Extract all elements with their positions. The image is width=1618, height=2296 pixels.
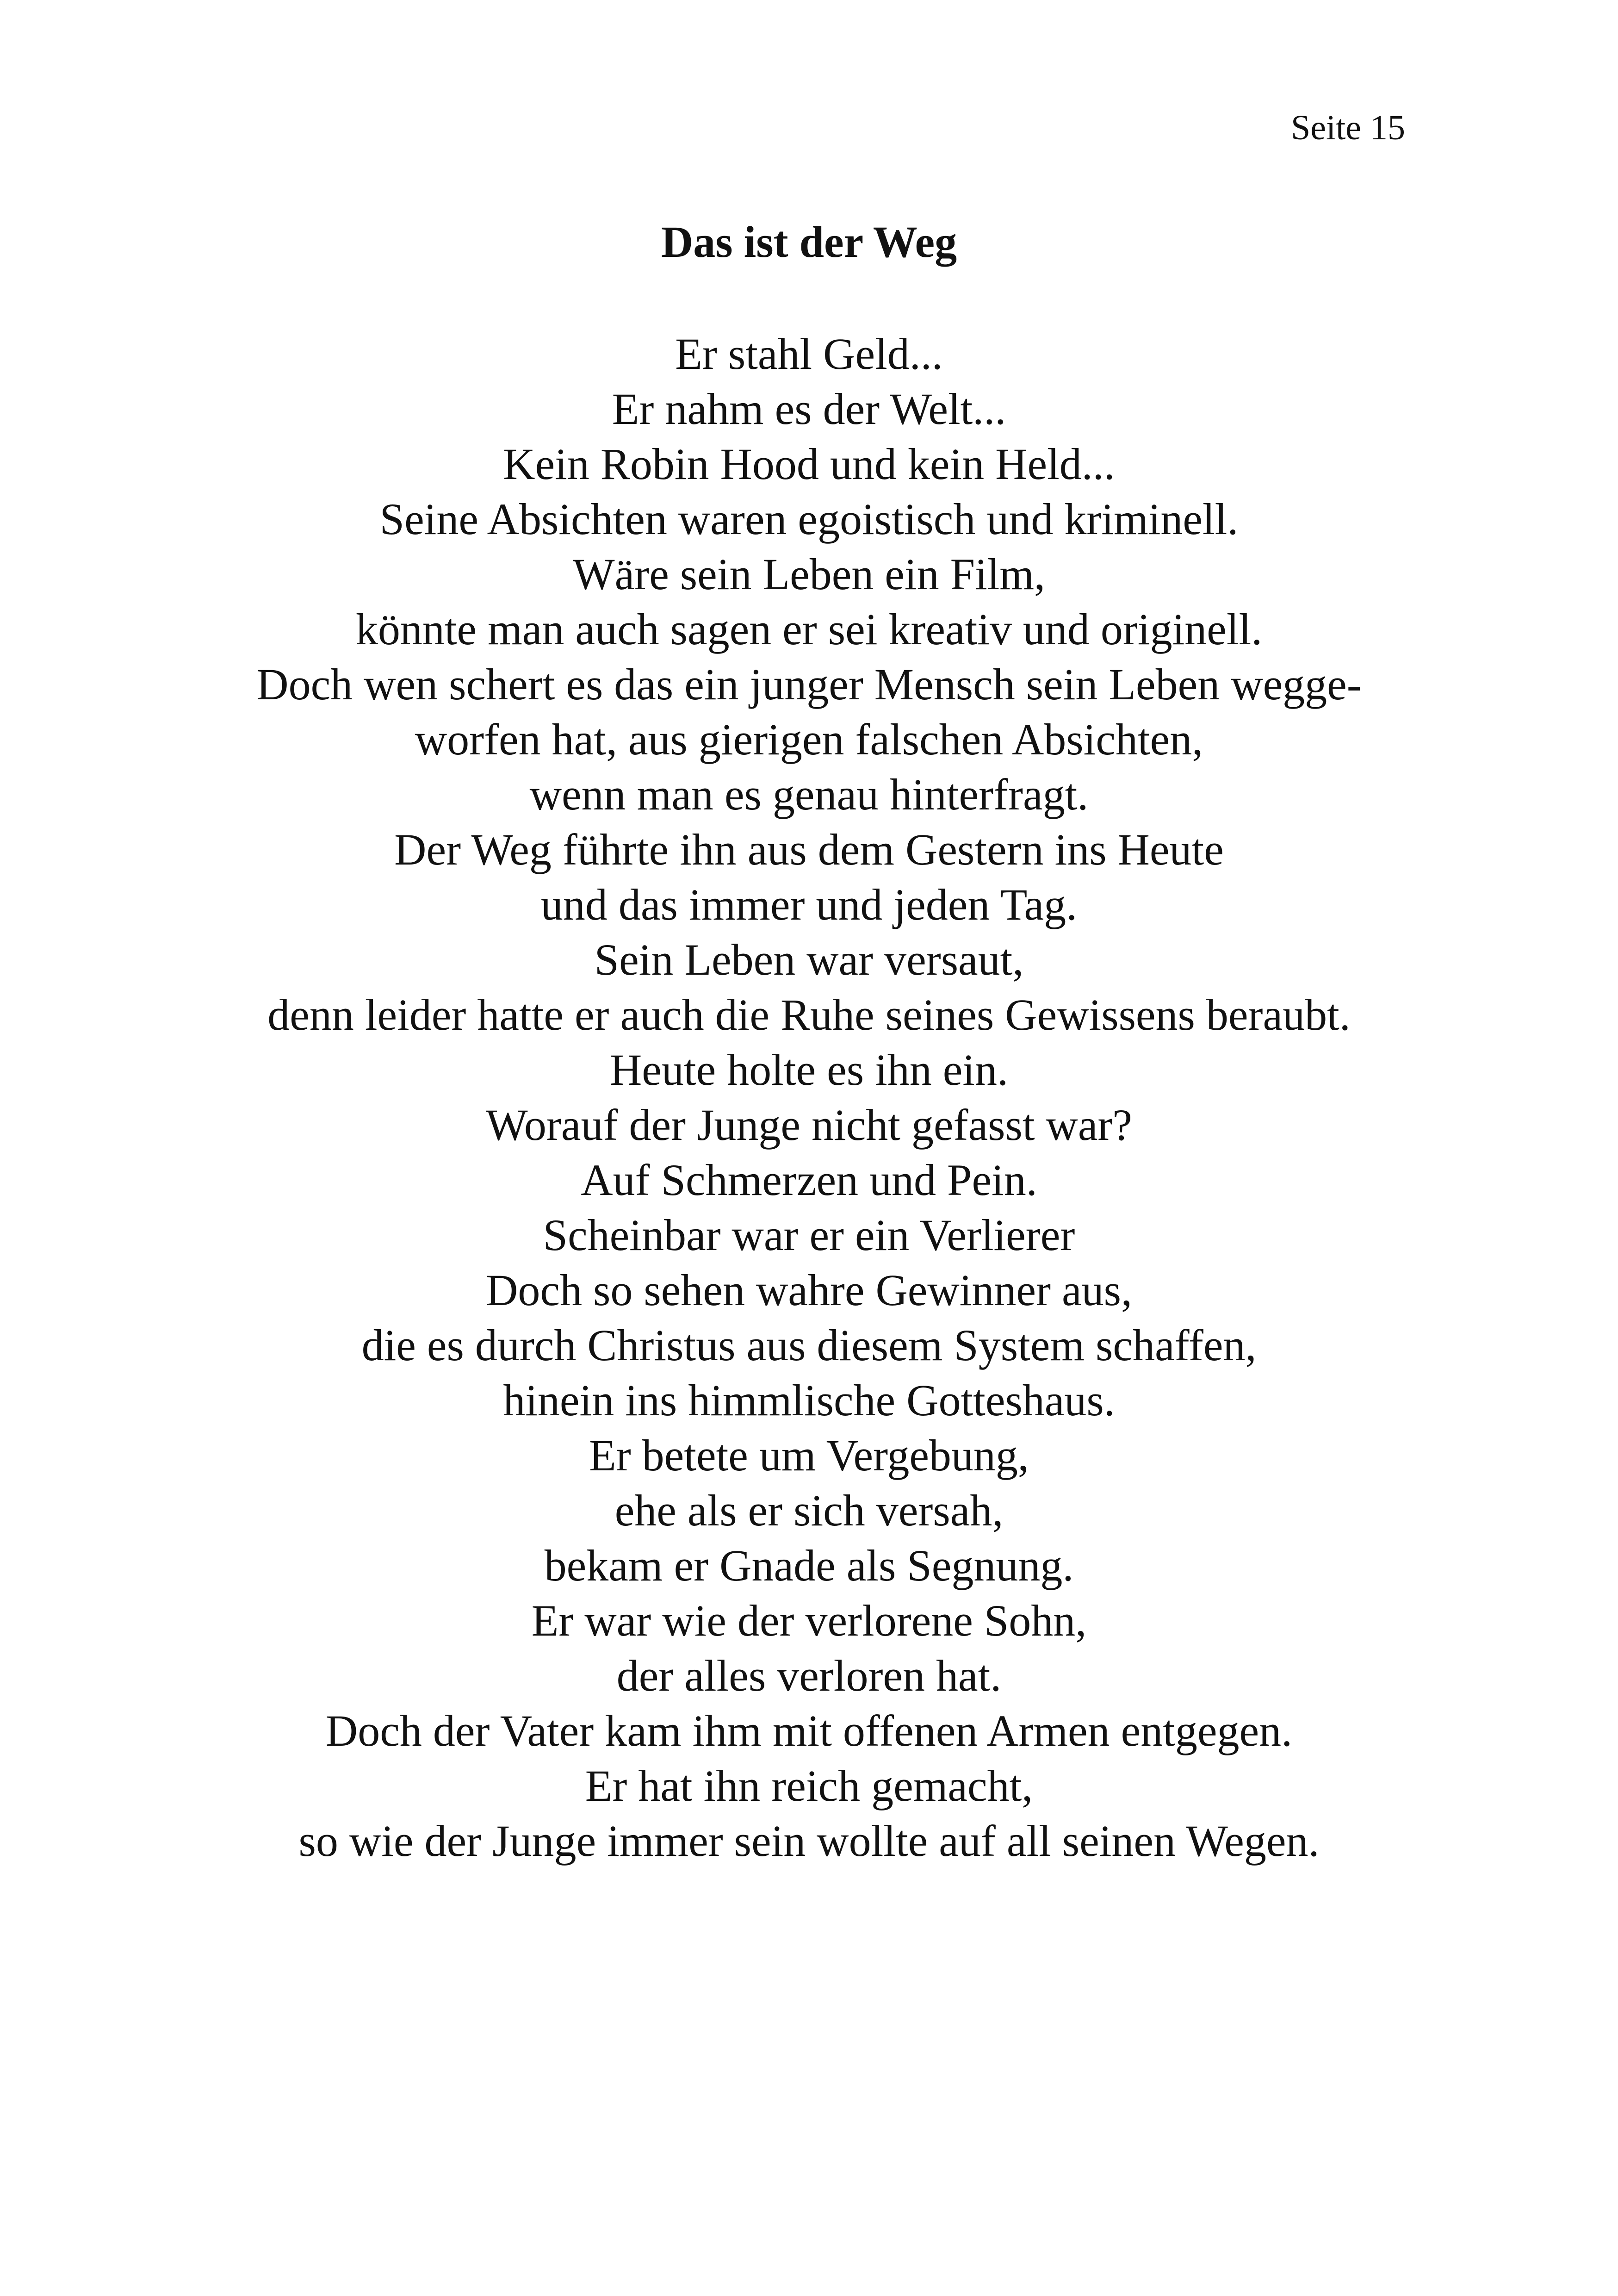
poem-line: ehe als er sich versah, (614, 1486, 1004, 1535)
poem-line: Der Weg führte ihn aus dem Gestern ins Heute (394, 825, 1224, 874)
poem-line: wenn man es genau hinterfragt. (529, 770, 1089, 819)
page-number: Seite 15 (1291, 108, 1405, 147)
poem-line: Er betete um Vergebung, (589, 1431, 1029, 1480)
poem-line: Doch der Vater kam ihm mit offenen Armen entgegen. (325, 1706, 1293, 1755)
poem-line: bekam er Gnade als Segnung. (544, 1541, 1074, 1590)
poem-line: Worauf der Junge nicht gefasst war? (485, 1100, 1133, 1150)
poem-line: könnte man auch sagen er sei kreativ und originell. (355, 604, 1263, 654)
poem-line: Seine Absichten waren egoistisch und kriminell. (379, 494, 1239, 544)
poem-line: die es durch Christus aus diesem System schaffen, (361, 1320, 1257, 1370)
poem-line: Doch so sehen wahre Gewinner aus, (486, 1265, 1132, 1315)
poem-line: worfen hat, aus gierigen falschen Absichten, (415, 715, 1203, 764)
poem-line: Auf Schmerzen und Pein. (581, 1155, 1037, 1205)
poem-body (0, 326, 1618, 1868)
poem-line: Sein Leben war versaut, (594, 935, 1024, 984)
poem-line: der alles verloren hat. (616, 1651, 1002, 1700)
poem-line: Er nahm es der Welt... (612, 384, 1006, 434)
poem-line: so wie der Junge immer sein wollte auf all seinen Wegen. (298, 1816, 1320, 1866)
poem-line: hinein ins himmlische Gotteshaus. (503, 1375, 1115, 1425)
poem-line: Scheinbar war er ein Verlierer (543, 1210, 1075, 1260)
poem-line: Heute holte es ihn ein. (609, 1045, 1009, 1095)
poem-line: und das immer und jeden Tag. (540, 880, 1078, 929)
poem-line: Kein Robin Hood und kein Held... (503, 439, 1115, 489)
poem-line: Doch wen schert es das ein junger Mensch sein Leben wegge- (256, 660, 1362, 709)
poem-title: Das ist der Weg (661, 217, 957, 267)
poem-line: denn leider hatte er auch die Ruhe seines Gewissens beraubt. (267, 990, 1351, 1039)
poem-line: Wäre sein Leben ein Film, (573, 549, 1045, 599)
poem-line: Er war wie der verlorene Sohn, (531, 1596, 1087, 1645)
poem-line: Er hat ihn reich gemacht, (585, 1761, 1033, 1811)
poem-line: Er stahl Geld... (675, 329, 943, 379)
